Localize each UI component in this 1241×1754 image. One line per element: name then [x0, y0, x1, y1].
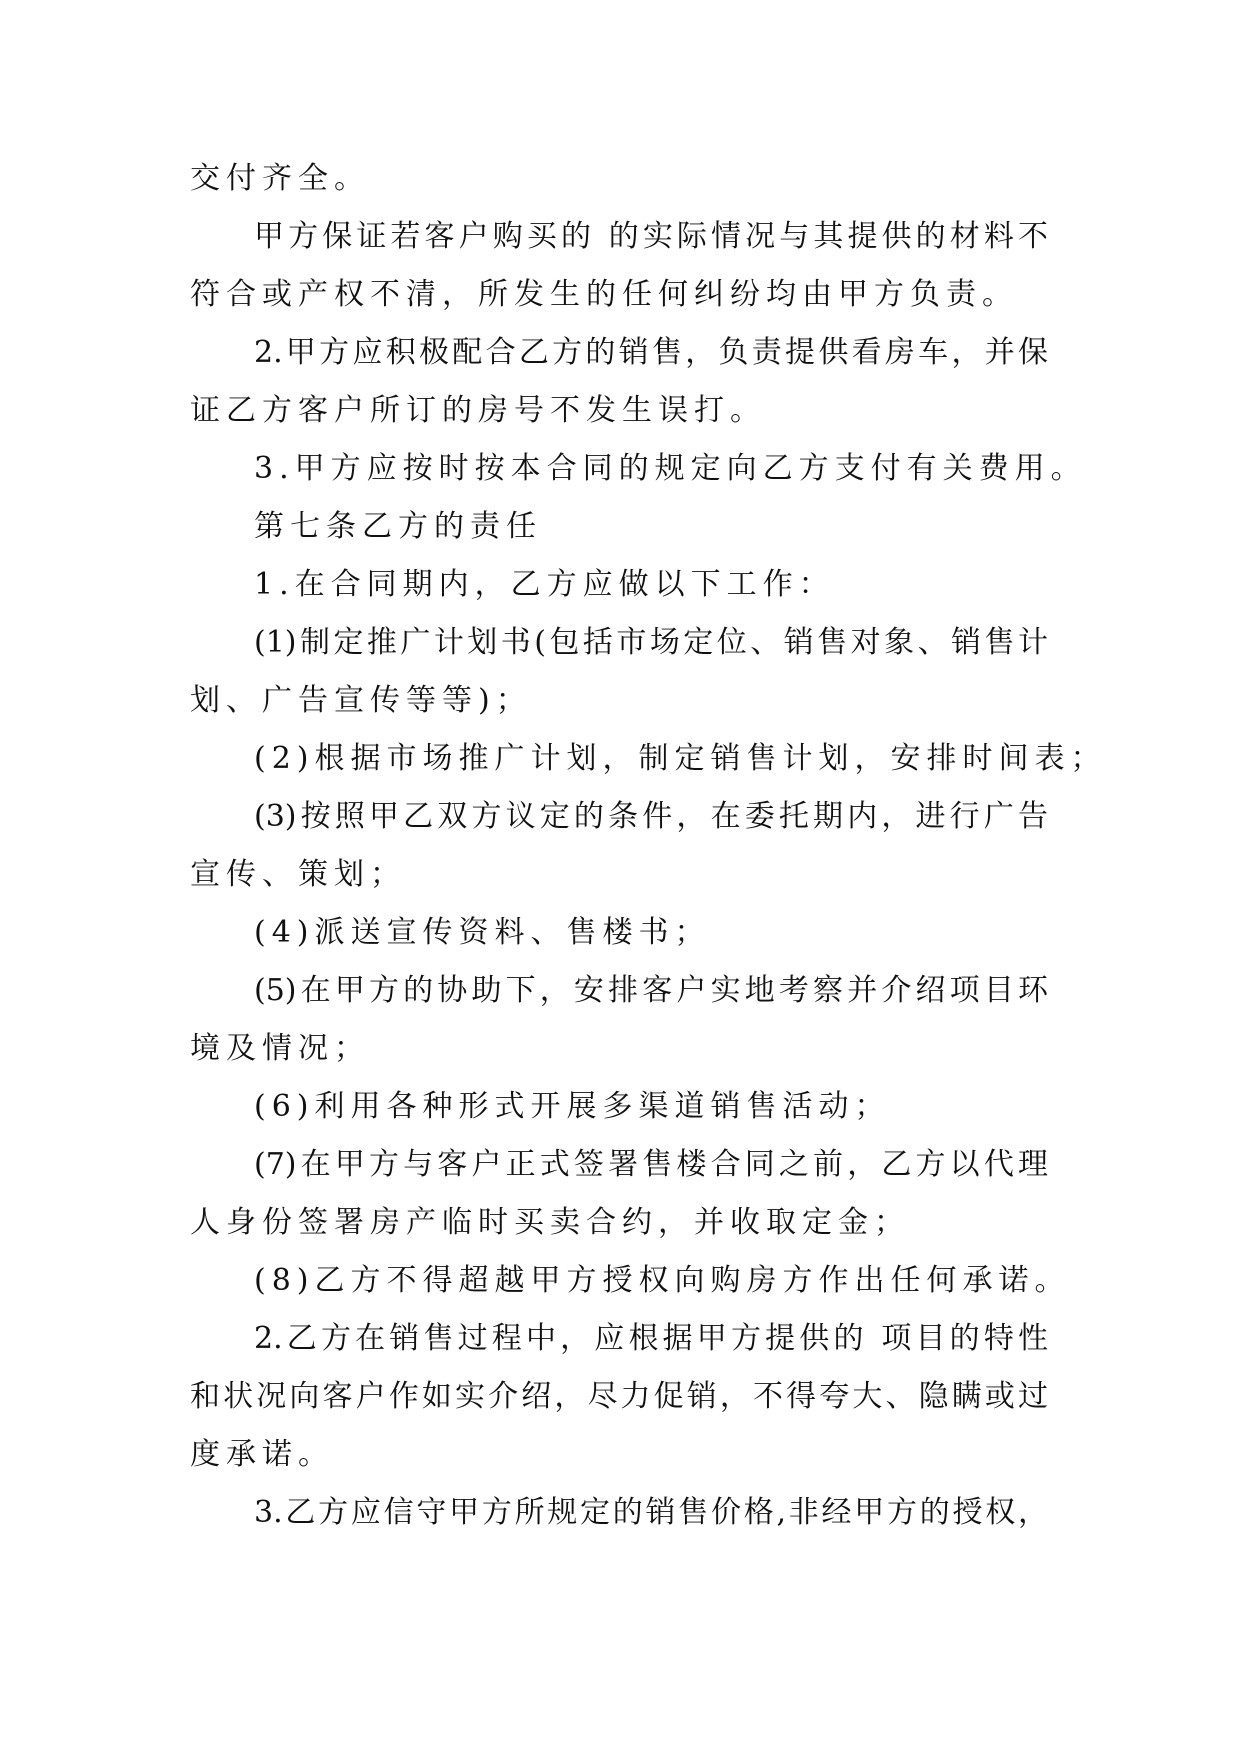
text-line: 甲方保证若客户购买的 的实际情况与其提供的材料不 [254, 219, 1048, 254]
text-line: (3)按照甲乙双方议定的条件，在委托期内，进行广告 [254, 799, 1048, 834]
text-line: 3.甲方应按时按本合同的规定向乙方支付有关费用。 [254, 451, 1087, 486]
text-line: 符合或产权不清，所发生的任何纠纷均由甲方负责。 [190, 277, 1018, 312]
text-line: 3.乙方应信守甲方所规定的销售价格,非经甲方的授权， [254, 1495, 1048, 1530]
text-line: 度承诺。 [190, 1437, 334, 1472]
text-line: (8)乙方不得超越甲方授权向购房方作出任何承诺。 [254, 1263, 1071, 1298]
text-line: 划、广告宣传等等)； [190, 683, 532, 718]
section-heading: 第七条乙方的责任 [254, 509, 542, 544]
text-line: (2)根据市场推广计划，制定销售计划，安排时间表； [254, 741, 1107, 776]
text-line: 1.在合同期内，乙方应做以下工作： [254, 567, 835, 602]
text-line: (5)在甲方的协助下，安排客户实地考察并介绍项目环 [254, 973, 1048, 1008]
text-line: 2.乙方在销售过程中，应根据甲方提供的 项目的特性 [254, 1321, 1048, 1356]
text-line: 2.甲方应积极配合乙方的销售，负责提供看房车，并保 [254, 335, 1048, 370]
text-line: 宣传、策划； [190, 857, 406, 892]
text-line: (6)利用各种形式开展多渠道销售活动； [254, 1089, 891, 1124]
document-page [190, 150, 1107, 1542]
text-line: 境及情况； [190, 1031, 370, 1066]
text-line: 交付齐全。 [190, 161, 370, 196]
text-line: (1)制定推广计划书(包括市场定位、销售对象、销售计 [254, 625, 1048, 660]
text-line: 人身份签署房产临时买卖合约，并收取定金； [190, 1205, 910, 1240]
text-line: (4)派送宣传资料、售楼书； [254, 915, 711, 950]
text-line: 证乙方客户所订的房号不发生误打。 [190, 393, 766, 428]
text-line: 和状况向客户作如实介绍，尽力促销，不得夸大、隐瞒或过 [190, 1379, 1048, 1414]
text-line: (7)在甲方与客户正式签署售楼合同之前，乙方以代理 [254, 1147, 1048, 1182]
